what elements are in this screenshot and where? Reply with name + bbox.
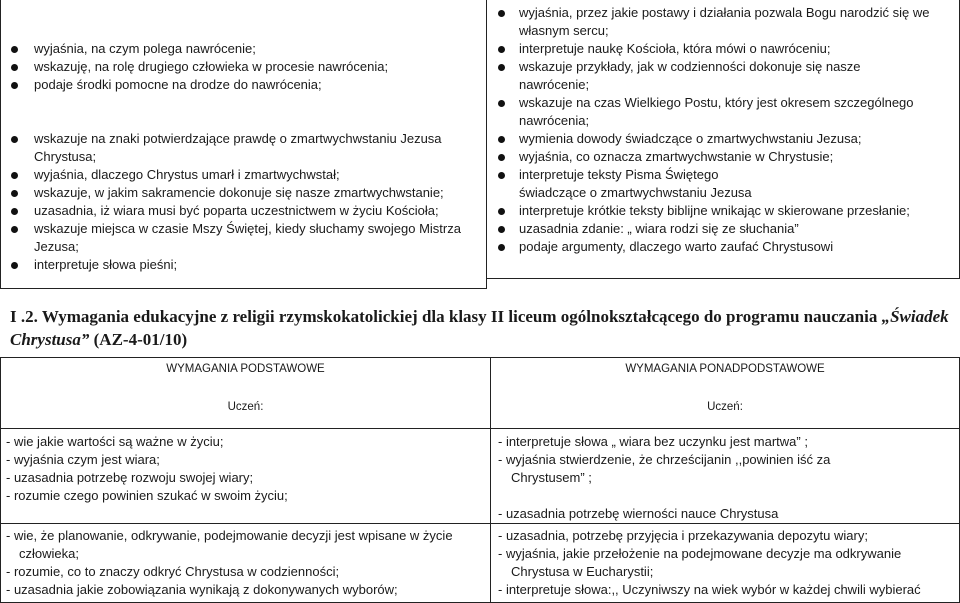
list-item: - wie, że planowanie, odkrywanie, podejmowanie decyzji jest wpisane w życie [6,528,453,543]
row1-advanced-cell [490,428,960,524]
list-item: - interpretuje słowa „ wiara bez uczynku jest martwa” ; [498,434,808,449]
list-item: wskazuje przykłady, jak w codzienności dokonuje się nasze [490,58,958,76]
list-item: - rozumie czego powinien szukać w swoim życiu; [6,488,288,503]
list-item: wymienia dowody świadczące o zmartwychwstaniu Jezusa; [490,130,958,148]
list-item-spacer [496,487,830,505]
bullet-icon [498,244,505,251]
bullet-icon [11,64,18,71]
list-item: - wyjaśnia czym jest wiara; [6,452,160,467]
section-heading [10,305,950,351]
bullet-icon [498,100,505,107]
bullet-icon [498,64,505,71]
section-number: I .2. [10,307,38,326]
bullet-icon [11,46,18,53]
program-title: „Świadek Chrystusa” [10,307,949,349]
list-item: interpretuje krótkie teksty biblijne wnikając w skierowane przesłanie; [490,202,958,220]
program-code: (AZ-4-01/10) [93,330,188,349]
bullet-icon [11,262,18,269]
list-item: - interpretuje słowa:,, Uczyniwszy na wiek wybór w każdej chwili wybierać [498,582,921,597]
column-header: WYMAGANIA PODSTAWOWE [166,363,325,375]
bullet-icon [11,172,18,179]
bullet-icon [498,154,505,161]
list-item-continuation: nawrócenia; [519,113,590,128]
row2-advanced-cell [490,523,960,603]
list-item: wyjaśnia, na czym polega nawrócenie; [2,40,482,58]
bullet-icon [11,208,18,215]
list-item-continuation: Chrystusem” ; [511,470,592,485]
column-subheader: Uczeń: [227,401,264,413]
bullet-icon [498,208,505,215]
header-cell-advanced [490,357,960,429]
list-item: - uzasadnia, potrzebę przyjęcia i przekazywania depozytu wiary; [498,528,868,543]
list-item: uzasadnia, iż wiara musi być poparta uczestnictwem w życiu Kościoła; [2,202,482,220]
bullet-icon [11,82,18,89]
top-right-list [490,4,958,256]
list-item: wyjaśnia, przez jakie postawy i działania pozwala Bogu narodzić się we [490,4,958,22]
column-header: WYMAGANIA PONADPODSTAWOWE [625,363,825,375]
header-cell-basic [0,357,491,429]
list-item: - wyjaśnia, jakie przełożenie na podejmowane decyzje ma odkrywanie [498,546,902,561]
list-item-continuation: świadczące o zmartwychwstaniu Jezusa [519,185,752,200]
column-subheader: Uczeń: [707,401,743,413]
list-item: - wie jakie wartości są ważne w życiu; [6,434,224,449]
list-item-continuation: Jezusa; [34,239,79,254]
list-item: uzasadnia zdanie: „ wiara rodzi się ze słuchania” [490,220,958,238]
list-item: - wyjaśnia stwierdzenie, że chrześcijanin ,,powinien iść za [498,452,831,467]
bullet-icon [498,10,505,17]
bullet-icon [498,226,505,233]
bullet-icon [498,136,505,143]
bullet-icon [11,226,18,233]
list-item: wskazuje na czas Wielkiego Postu, który jest okresem szczególnego [490,94,958,112]
list-item: wskazuje na znaki potwierdzające prawdę o zmartwychwstaniu Jezusa [2,130,482,148]
list-item: wskazuję, na rolę drugiego człowieka w procesie nawrócenia; [2,58,482,76]
top-left-list-1 [2,40,482,94]
list-item: - uzasadnia jakie zobowiązania wynikają z dokonywanych wyborów; [6,582,398,597]
list-item: wskazuje miejsca w czasie Mszy Świętej, kiedy słuchamy swojego Mistrza [2,220,482,238]
list-item-continuation: nawrócenie; [519,77,590,92]
section-title: Wymagania edukacyjne z religii rzymskokatolickiej dla klasy II liceum ogólnokształcącego do programu nauczania [41,307,878,326]
list-item: - rozumie, co to znaczy odkryć Chrystusa w codzienności; [6,564,340,579]
top-left-list-2 [2,130,482,274]
bullet-icon [11,190,18,197]
list-item-continuation: człowieka; [19,546,79,561]
list-item: interpretuje naukę Kościoła, która mówi o nawróceniu; [490,40,958,58]
row2-basic-cell [0,523,491,603]
row1-basic-cell [0,428,491,524]
list-item: wyjaśnia, dlaczego Chrystus umarł i zmartwychwstał; [2,166,482,184]
bullet-icon [498,46,505,53]
bullet-icon [498,172,505,179]
list-item-continuation: Chrystusa; [34,149,97,164]
list-item-continuation: własnym sercu; [519,23,609,38]
list-item-continuation: Chrystusa w Eucharystii; [511,564,654,579]
list-item: interpretuje słowa pieśni; [2,256,482,274]
list-item: podaje argumenty, dlaczego warto zaufać Chrystusowi [490,238,958,256]
list-item: wyjaśnia, co oznacza zmartwychwstanie w Chrystusie; [490,148,958,166]
list-item: podaje środki pomocne na drodze do nawrócenia; [2,76,482,94]
list-item: wskazuje, w jakim sakramencie dokonuje się nasze zmartwychwstanie; [2,184,482,202]
list-item: - uzasadnia potrzebę rozwoju swojej wiary; [6,470,254,485]
list-item: - uzasadnia potrzebę wierności nauce Chrystusa [498,506,779,521]
list-item: interpretuje teksty Pisma Świętego [490,166,958,184]
bullet-icon [11,136,18,143]
